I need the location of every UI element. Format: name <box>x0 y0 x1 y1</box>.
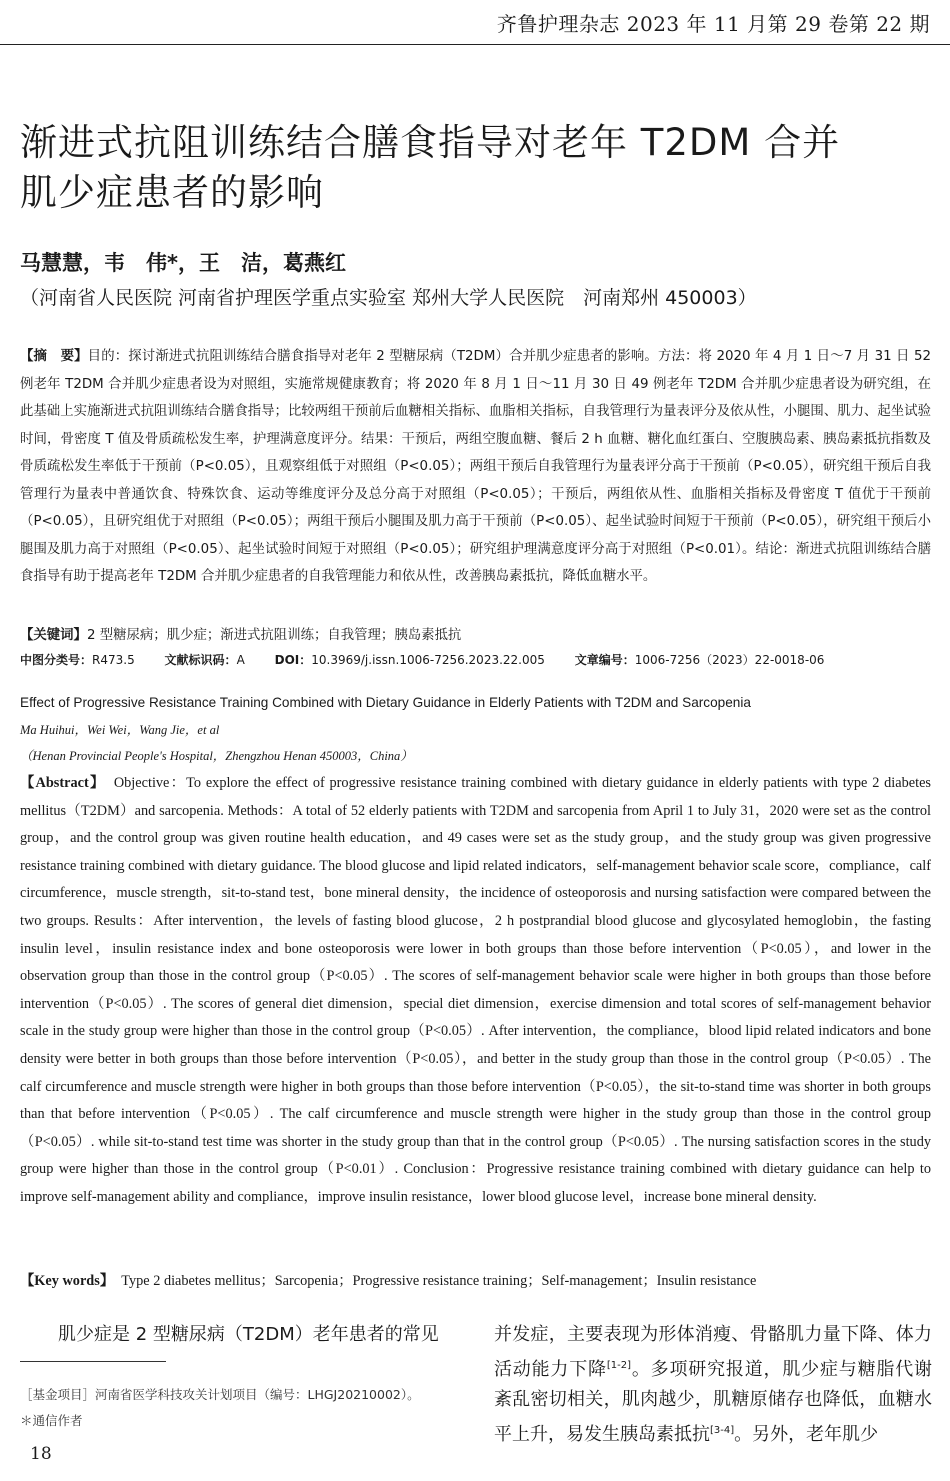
en-keywords-label: 【Key words】 <box>20 1273 107 1289</box>
en-abstract-label: 【Abstract】 <box>20 775 99 791</box>
cn-keywords-label: 【关键词】 <box>20 628 87 643</box>
page-number: 18 <box>30 1444 52 1464</box>
article-meta <box>20 651 931 668</box>
journal-header: 齐鲁护理杂志 2023 年 11 月第 29 卷第 22 期 <box>496 12 930 36</box>
en-keywords-text: Type 2 diabetes mellitus；Sarcopenia；Progressive resistance training；Self-management；Insulin resistance <box>106 1273 757 1289</box>
doi: DOI：10.3969/j.issn.1006-7256.2023.22.005 <box>274 653 545 667</box>
english-affiliation: （Henan Provincial People's Hospital，Zhengzhou Henan 450003，China） <box>20 749 413 763</box>
footnote-rule <box>20 1361 166 1362</box>
citation-ref: [1-2] <box>606 1359 632 1371</box>
citation-ref: [3-4] <box>710 1424 735 1436</box>
english-keywords <box>20 1268 931 1296</box>
body-text-right: 并发症，主要表现为形体消瘦、骨骼肌力量下降、体力活动能力下降[1-2]。多项研究报道，肌少症与糖脂代谢紊乱密切相关，肌肉越少，肌糖原储存也降低，血糖水平上升，易发生胰岛素抵抗[3-4]。另外，老年肌少 <box>494 1324 933 1445</box>
english-authors: Ma Huihui，Wei Wei，Wang Jie，et al <box>20 723 220 737</box>
article-title <box>20 118 920 218</box>
english-title: Effect of Progressive Resistance Training Combined with Dietary Guidance in Elderly Patients with T2DM and Sarcopenia <box>20 695 751 710</box>
title-line-1: 渐进式抗阻训练结合膳食指导对老年 T2DM 合并 <box>20 121 841 164</box>
affiliation: （河南省人民医院 河南省护理医学重点实验室 郑州大学人民医院 河南郑州 450003） <box>20 287 757 309</box>
author-list: 马慧慧，韦 伟*，王 洁，葛燕红 <box>20 251 346 275</box>
chinese-abstract <box>20 343 931 591</box>
english-abstract <box>20 770 931 1212</box>
title-line-2: 肌少症患者的影响 <box>20 171 324 214</box>
header-rule <box>0 44 950 45</box>
doc-code: 文献标识码：A <box>164 653 245 667</box>
article-number: 文章编号：1006-7256（2023）22-0018-06 <box>574 653 825 667</box>
cn-keywords-text: 2 型糖尿病；肌少症；渐进式抗阻训练；自我管理；胰岛素抵抗 <box>86 628 462 643</box>
en-abstract-text: Objective：To explore the effect of progressive resistance training combined with dietary guidance in elderly patients with type 2 diabetes mellitus（T2DM）and sarcopenia. Methods：A total of 52 elderly patients with T2DM and sarcopenia from April 1 to July 31，2020 were set as the control group，and the control group was given routine health education，and 49 cases were set as the study group，and the study group was given progressive resistance training combined with dietary guidance. The blood glucose and lipid related indicators，self-management behavior scale score，compliance，calf circumference，muscle strength，sit-to-stand test，bone mineral density，the incidence of osteoporosis and nursing satisfaction were compared between the two groups. Results：After intervention，the levels of fasting blood glucose，2 h postprandial blood glucose and glycosylated hemoglobin，the fasting insulin level，insulin resistance index and bone osteoporosis were lower in both groups than those before intervention（P<0.05），and lower in the observation group than those in the control group（P<0.05）. The scores of self-management behavior scale were higher in both groups than those before intervention（P<0.05）. The scores of general diet dimension，special diet dimension，exercise dimension and total scores of self-management behavior scale in the study group were higher than those in the control group（P<0.05）. After intervention，the compliance，blood lipid related indicators and bone density were better in both groups than those before intervention（P<0.05），and better in the study group than those in the control group（P<0.05）. The calf circumference and muscle strength were higher in both groups than those before intervention（P<0.05），the sit-to-stand time was shorter in both groups than that before intervention（P<0.05）. The calf circumference and muscle strength were higher in the study group than those in the control group（P<0.05）. while sit-to-stand test time was shorter in the study group than that in the control group（P<0.05）. The nursing satisfaction scores in the study group were higher than those in the control group（P<0.01）. Conclusion：Progressive resistance training combined with dietary guidance can help to improve self-management ability and compliance，improve insulin resistance，lower blood glucose level，increase bone mineral density. <box>20 775 931 1205</box>
cn-abstract-label: 【摘 要】 <box>20 349 88 364</box>
body-text-left: 肌少症是 2 型糖尿病（T2DM）老年患者的常见 <box>58 1324 439 1345</box>
cn-abstract-text: 目的：探讨渐进式抗阻训练结合膳食指导对老年 2 型糖尿病（T2DM）合并肌少症患者的影响。方法：将 2020 年 4 月 1 日～7 月 31 日 52 例老年 T2DM 合并肌少症患者设为对照组，实施常规健康教育；将 2020 年 8 月 1 日～11 月 30 日 49 例老年 T2DM 合并肌少症患者设为研究组，在此基础上实施渐进式抗阻训练结合膳食指导；比较两组干预前后血糖相关指标、血脂相关指标，自我管理行为量表评分及依从性，小腿围、肌力、起坐试验时间，骨密度 T 值及骨质疏松发生率，护理满意度评分。结果：干预后，两组空腹血糖、餐后 2 h 血糖、糖化血红蛋白、空腹胰岛素、胰岛素抵抗指数及骨质疏松发生率低于干预前（P<0.05），且观察组低于对照组（P<0.05）；两组干预后自我管理行为量表评分高于干预前（P<0.05），研究组干预后自我管理行为量表中普通饮食、特殊饮食、运动等维度评分及总分高于对照组（P<0.05）；干预后，两组依从性、血脂相关指标及骨密度 T 值优于干预前（P<0.05），且研究组优于对照组（P<0.05）；两组干预后小腿围及肌力高于干预前（P<0.05）、起坐试验时间短于干预前（P<0.05），研究组干预后小腿围及肌力高于对照组（P<0.05）、起坐试验时间短于对照组（P<0.05）；研究组护理满意度评分高于对照组（P<0.01）。结论：渐进式抗阻训练结合膳食指导有助于提高老年 T2DM 合并肌少症患者的自我管理能力和依从性，改善胰岛素抵抗，降低血糖水平。 <box>20 349 932 584</box>
chinese-keywords <box>20 623 931 649</box>
footnote-fund: ［基金项目］河南省医学科技攻关计划项目（编号：LHGJ20210002）。 <box>20 1387 420 1402</box>
clc-number: 中图分类号：R473.5 <box>20 653 135 667</box>
footnote-corresponding: ＊通信作者 <box>20 1413 83 1428</box>
